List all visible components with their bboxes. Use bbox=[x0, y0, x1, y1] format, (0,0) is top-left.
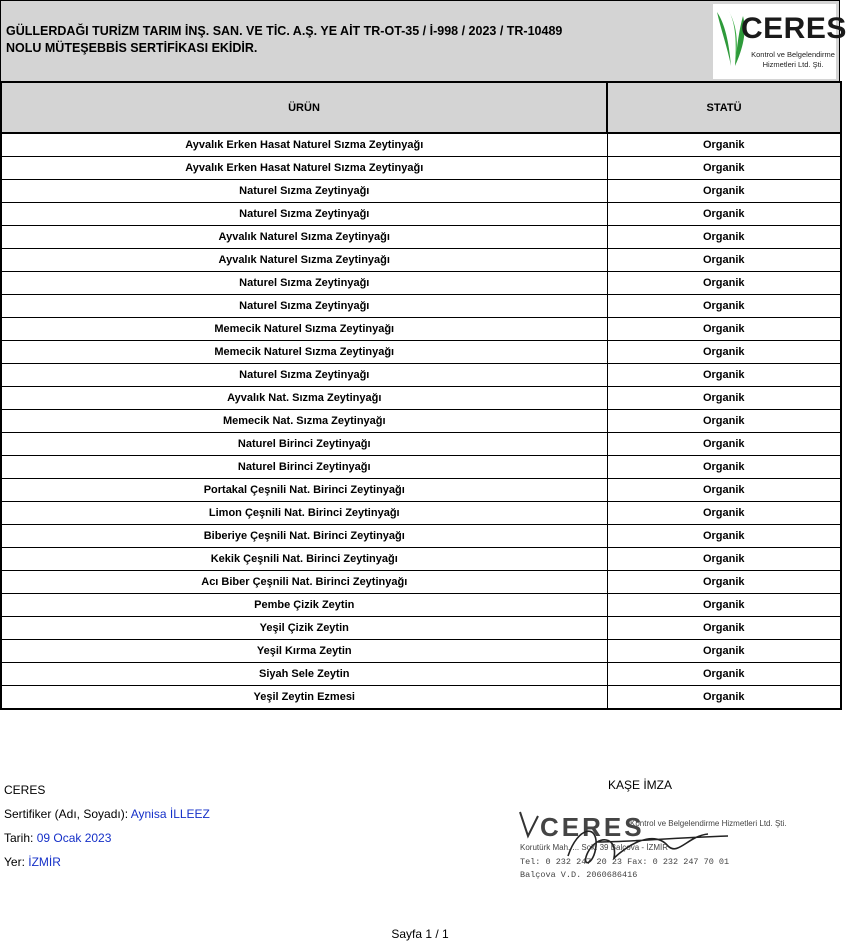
product-cell: Pembe Çizik Zeytin bbox=[1, 594, 607, 617]
table-row bbox=[1, 387, 841, 410]
table-row bbox=[1, 571, 841, 594]
place-value: İZMİR bbox=[28, 855, 61, 869]
stamp-tax: Balçova V.D. 2060686416 bbox=[520, 870, 638, 880]
place-line bbox=[4, 850, 210, 874]
product-cell: Naturel Sızma Zeytinyağı bbox=[1, 180, 607, 203]
stamp-logo-text: CERES bbox=[540, 812, 645, 842]
document-header bbox=[0, 0, 847, 82]
place-label: Yer: bbox=[4, 855, 25, 869]
table-row bbox=[1, 548, 841, 571]
table-row bbox=[1, 226, 841, 249]
table-row bbox=[1, 180, 841, 203]
table-row bbox=[1, 318, 841, 341]
status-cell: Organik bbox=[607, 433, 841, 456]
table-row bbox=[1, 203, 841, 226]
product-cell: Memecik Naturel Sızma Zeytinyağı bbox=[1, 341, 607, 364]
date-label: Tarih: bbox=[4, 831, 34, 845]
status-cell: Organik bbox=[607, 594, 841, 617]
header-title-line1: GÜLLERDAĞI TURİZM TARIM İNŞ. SAN. VE TİC. A.Ş. YE AİT TR-OT-35 / İ-998 / 2023 / TR-10489 bbox=[6, 24, 563, 38]
status-cell: Organik bbox=[607, 502, 841, 525]
company-stamp bbox=[518, 806, 787, 888]
org-name: CERES bbox=[4, 783, 46, 797]
product-cell: Naturel Sızma Zeytinyağı bbox=[1, 272, 607, 295]
page-number: Sayfa 1 / 1 bbox=[391, 927, 449, 941]
status-cell: Organik bbox=[607, 249, 841, 272]
product-cell: Siyah Sele Zeytin bbox=[1, 663, 607, 686]
table-row bbox=[1, 502, 841, 525]
header-title bbox=[6, 23, 606, 57]
status-cell: Organik bbox=[607, 341, 841, 364]
table-row bbox=[1, 249, 841, 272]
table-row bbox=[1, 525, 841, 548]
stamp-company: Kontrol ve Belgelendirme Hizmetleri Ltd. Şti. bbox=[630, 819, 787, 828]
certifier-block bbox=[4, 778, 210, 874]
product-table bbox=[0, 81, 842, 710]
date-line bbox=[4, 826, 210, 850]
table-row bbox=[1, 410, 841, 433]
product-cell: Yeşil Kırma Zeytin bbox=[1, 640, 607, 663]
certifier-value: Aynisa İLLEEZ bbox=[130, 807, 210, 821]
status-cell: Organik bbox=[607, 686, 841, 710]
product-cell: Ayvalık Naturel Sızma Zeytinyağı bbox=[1, 226, 607, 249]
stamp-phone: Tel: 0 232 247 20 23 Fax: 0 232 247 70 01 bbox=[520, 857, 730, 867]
table-row bbox=[1, 479, 841, 502]
product-cell: Kekik Çeşnili Nat. Birinci Zeytinyağı bbox=[1, 548, 607, 571]
table-row bbox=[1, 157, 841, 180]
product-cell: Naturel Sızma Zeytinyağı bbox=[1, 203, 607, 226]
status-cell: Organik bbox=[607, 410, 841, 433]
table-row bbox=[1, 686, 841, 710]
product-cell: Memecik Naturel Sızma Zeytinyağı bbox=[1, 318, 607, 341]
status-cell: Organik bbox=[607, 364, 841, 387]
status-cell: Organik bbox=[607, 663, 841, 686]
status-cell: Organik bbox=[607, 525, 841, 548]
column-header-status: STATÜ bbox=[607, 82, 841, 133]
table-row bbox=[1, 594, 841, 617]
status-cell: Organik bbox=[607, 617, 841, 640]
status-cell: Organik bbox=[607, 318, 841, 341]
product-cell: Ayvalık Erken Hasat Naturel Sızma Zeytinyağı bbox=[1, 133, 607, 157]
table-row bbox=[1, 364, 841, 387]
table-row bbox=[1, 456, 841, 479]
stamp-address: Korutürk Mah. ... Sok. 39 Balçova - İZMİR bbox=[520, 843, 669, 852]
certifier-line bbox=[4, 802, 210, 826]
column-header-product: ÜRÜN bbox=[1, 82, 607, 133]
table-row bbox=[1, 341, 841, 364]
table-row bbox=[1, 617, 841, 640]
product-cell: Naturel Birinci Zeytinyağı bbox=[1, 456, 607, 479]
product-cell: Yeşil Zeytin Ezmesi bbox=[1, 686, 607, 710]
product-cell: Biberiye Çeşnili Nat. Birinci Zeytinyağı bbox=[1, 525, 607, 548]
status-cell: Organik bbox=[607, 295, 841, 318]
status-cell: Organik bbox=[607, 272, 841, 295]
status-cell: Organik bbox=[607, 180, 841, 203]
status-cell: Organik bbox=[607, 203, 841, 226]
product-cell: Ayvalık Naturel Sızma Zeytinyağı bbox=[1, 249, 607, 272]
table-header-row bbox=[1, 82, 841, 133]
product-cell: Acı Biber Çeşnili Nat. Birinci Zeytinyağı bbox=[1, 571, 607, 594]
table-row bbox=[1, 663, 841, 686]
stamp-signature-icon bbox=[518, 806, 787, 888]
status-cell: Organik bbox=[607, 456, 841, 479]
table-row bbox=[1, 272, 841, 295]
product-cell: Naturel Sızma Zeytinyağı bbox=[1, 295, 607, 318]
product-cell: Ayvalık Nat. Sızma Zeytinyağı bbox=[1, 387, 607, 410]
status-cell: Organik bbox=[607, 479, 841, 502]
logo-subtext: Kontrol ve Belgelendirme Hizmetleri Ltd. Şti. bbox=[751, 50, 835, 69]
status-cell: Organik bbox=[607, 387, 841, 410]
product-cell: Memecik Nat. Sızma Zeytinyağı bbox=[1, 410, 607, 433]
table-row bbox=[1, 640, 841, 663]
status-cell: Organik bbox=[607, 157, 841, 180]
ceres-logo bbox=[713, 4, 847, 79]
table-body bbox=[1, 133, 841, 709]
product-cell: Portakal Çeşnili Nat. Birinci Zeytinyağı bbox=[1, 479, 607, 502]
product-cell: Limon Çeşnili Nat. Birinci Zeytinyağı bbox=[1, 502, 607, 525]
product-cell: Naturel Birinci Zeytinyağı bbox=[1, 433, 607, 456]
product-cell: Yeşil Çizik Zeytin bbox=[1, 617, 607, 640]
status-cell: Organik bbox=[607, 640, 841, 663]
logo-wordmark: CERES bbox=[741, 12, 847, 45]
status-cell: Organik bbox=[607, 548, 841, 571]
date-value: 09 Ocak 2023 bbox=[36, 831, 112, 845]
status-cell: Organik bbox=[607, 571, 841, 594]
table-row bbox=[1, 295, 841, 318]
product-cell: Ayvalık Erken Hasat Naturel Sızma Zeytinyağı bbox=[1, 157, 607, 180]
table-row bbox=[1, 133, 841, 157]
status-cell: Organik bbox=[607, 133, 841, 157]
header-title-line2: NOLU MÜTEŞEBBİS SERTİFİKASI EKİDİR. bbox=[6, 41, 258, 55]
status-cell: Organik bbox=[607, 226, 841, 249]
certifier-label: Sertifiker (Adı, Soyadı): bbox=[4, 807, 129, 821]
product-cell: Naturel Sızma Zeytinyağı bbox=[1, 364, 607, 387]
stamp-label: KAŞE İMZA bbox=[608, 778, 673, 792]
table-row bbox=[1, 433, 841, 456]
